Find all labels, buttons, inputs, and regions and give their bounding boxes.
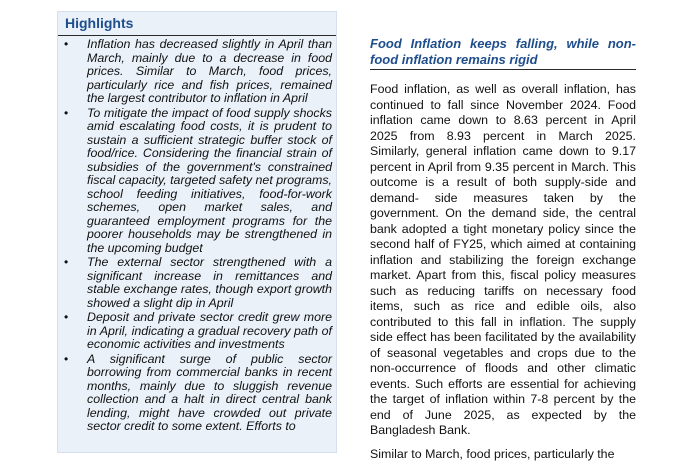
highlight-text: To mitigate the impact of food supply shocks amid escalating food costs, it is prudent to sustain a sufficient strategic buffer stock of food/rice. Considering the financial strain of subsidies of the government's constrained fiscal capacity, targeted safety net programs, school feeding initiatives, food-for-work schemes, open market sales, and guaranteed employment programs for the poorer households may be strengthened in the upcoming budget: [87, 107, 332, 256]
article-column: [370, 36, 636, 462]
highlights-list: [58, 38, 336, 435]
bullet-icon: •: [64, 38, 68, 52]
article-title: Food Inflation keeps falling, while non-food inflation remains rigid: [370, 36, 636, 69]
highlight-item: [58, 311, 336, 352]
highlight-item: [58, 353, 336, 434]
highlights-box: [57, 11, 337, 453]
highlight-item: [58, 107, 336, 256]
bullet-icon: •: [64, 107, 68, 121]
highlight-item: [58, 256, 336, 310]
highlights-divider: [58, 35, 336, 36]
article-paragraph: Food inflation, as well as overall inflation, has continued to fall since November 2024. Food inflation came down to 8.63 percent in April 2025 from 8.93 percent in March 2025. Similarly, general inflation came down to 9.17 percent in April from 9.35 percent in March. This outcome is a result of both supply-side and demand- side measures taken by the government. On the demand side, the central bank adopted a tight monetary policy since the second half of FY25, which aimed at containing inflation and stabilizing the foreign exchange market. Apart from this, fiscal policy measures such as reducing tariffs on necessary food items, such as rice and edible oils, also contributed to this fall in inflation. The supply side effect has been facilitated by the availability of seasonal vegetables and crops due to the non-occurrence of floods and other climatic events. Such efforts are essential for achieving the target of inflation within 7-8 percent by the end of June 2025, as expected by the Bangladesh Bank.: [370, 82, 636, 439]
bullet-icon: •: [64, 256, 68, 270]
highlight-item: [58, 38, 336, 106]
highlight-text: Inflation has decreased slightly in April than March, mainly due to a decrease in food prices. Similar to March, food prices, particularly rice and fish prices, remained the largest contributor to inflation in April: [87, 38, 332, 106]
article-paragraph-next: Similar to March, food prices, particularly the: [370, 447, 636, 462]
bullet-icon: •: [64, 353, 68, 367]
bullet-icon: •: [64, 311, 68, 325]
highlight-text: The external sector strengthened with a significant increase in remittances and stable exchange rates, though export growth showed a slight dip in April: [87, 256, 332, 310]
article-divider: [370, 69, 636, 70]
highlight-text: A significant surge of public sector borrowing from commercial banks in recent months, mainly due to sluggish revenue collection and a halt in direct central bank lending, might have crowded out private sector credit to some extent. Efforts to: [87, 353, 332, 434]
highlight-text: Deposit and private sector credit grew more in April, indicating a gradual recovery path of economic activities and investments: [87, 311, 332, 352]
highlights-title: Highlights: [65, 13, 133, 33]
